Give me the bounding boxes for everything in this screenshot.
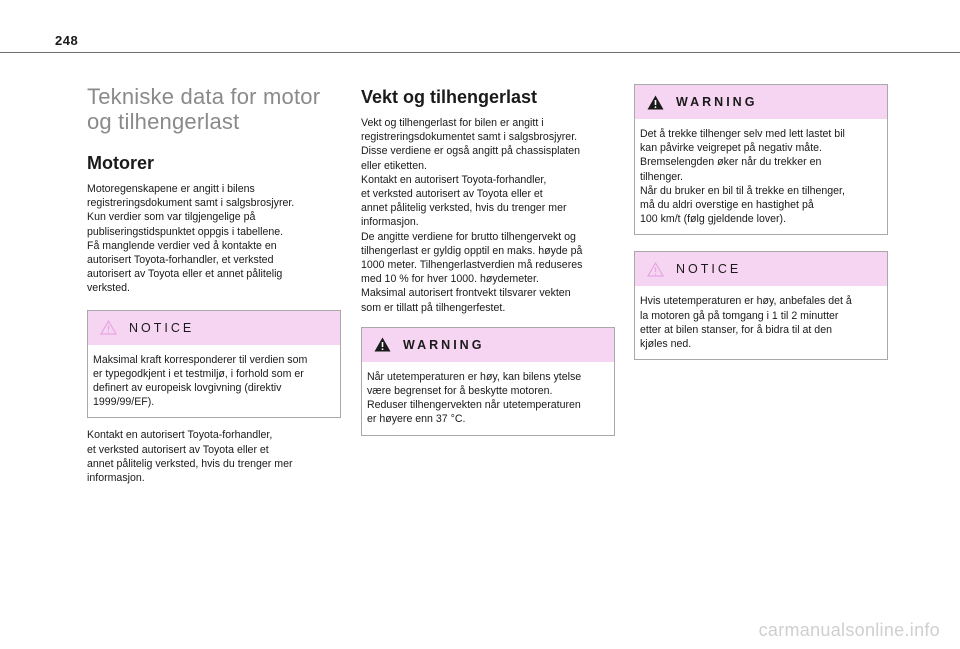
notice-label: NOTICE bbox=[129, 320, 195, 335]
page-title-line-1: Tekniske data for motor bbox=[87, 84, 321, 109]
vekt-paragraph: Vekt og tilhengerlast for bilen er angitt i registreringsdokumentet samt i salgsbrosjyrer. Disse verdiene er også angitt på chassisplaten eller etiketten. Kontakt en autorisert Toyota-forhandler, et verksted autorisert av Toyota eller et annet pålitelig verksted, hvis du trenger mer informasjon. De angitte verdiene for brutto tilhengervekt og tilhengerlast er gyldig opptil en maks. høyde på 1000 meter. Tilhengerlastverdien må reduseres med 10 % for hver 1000. høydemeter. Maksimal autorisert frontvekt tilsvarer vekten som er tillatt på tilhengerfestet. bbox=[361, 117, 583, 314]
motorer-paragraph: Motoregenskapene er angitt i bilens registreringsdokument samt i salgsbrosjyrer. Kun verdier som var tilgjengelige på publiseringstidspunktet oppgis i tabellene. Få manglende verdier ved å kontakte en autorisert Toyota-forhandler, et verksted autorisert av Toyota eller et annet pålitelig verksted. bbox=[87, 183, 295, 295]
notice-callout-idle bbox=[634, 251, 888, 360]
column-3 bbox=[634, 84, 888, 370]
notice-label: NOTICE bbox=[676, 262, 742, 277]
page-number: 248 bbox=[55, 33, 79, 48]
section-heading-vekt: Vekt og tilhengerlast bbox=[361, 87, 538, 107]
warning-header bbox=[635, 85, 887, 119]
section-heading-motorer: Motorer bbox=[87, 153, 154, 173]
warning-callout-temperature bbox=[361, 327, 615, 436]
page-title-line-2: og tilhengerlast bbox=[87, 109, 240, 134]
column-1 bbox=[87, 84, 341, 485]
top-divider bbox=[0, 52, 960, 53]
warning-callout-towing bbox=[634, 84, 888, 235]
warning-label: WARNING bbox=[676, 95, 758, 109]
warning-header bbox=[362, 328, 614, 362]
warning-body: Når utetemperaturen er høy, kan bilens ytelse være begrenset for å beskytte motoren. Reduser tilhengervekten når utetemperaturen er høyere enn 37 °C. bbox=[367, 370, 582, 426]
warning-triangle-icon bbox=[647, 95, 664, 110]
notice-header bbox=[635, 252, 887, 286]
contact-paragraph: Kontakt en autorisert Toyota-forhandler, et verksted autorisert av Toyota eller et annet pålitelig verksted, hvis du trenger mer informasjon. bbox=[87, 429, 293, 485]
notice-body: Hvis utetemperaturen er høy, anbefales det å la motoren gå på tomgang i 1 til 2 minutter etter at bilen stanser, for å bidra til at den kjøles ned. bbox=[640, 295, 852, 351]
page-title bbox=[87, 84, 341, 134]
watermark-link[interactable]: carmanualsonline.info bbox=[758, 620, 940, 640]
warning-triangle-icon bbox=[374, 337, 391, 352]
column-2 bbox=[361, 84, 615, 446]
notice-callout-max-power bbox=[87, 310, 341, 419]
notice-triangle-icon bbox=[647, 262, 664, 277]
warning-label: WARNING bbox=[403, 337, 485, 352]
notice-header bbox=[88, 311, 340, 345]
notice-body: Maksimal kraft korresponderer til verdien som er typegodkjent i et testmiljø, i forhold som er definert av europeisk lovgivning (direktiv 1999/99/EF). bbox=[93, 353, 308, 409]
warning-body: Det å trekke tilhenger selv med lett lastet bil kan påvirke veigrepet på negativ måte. Bremselengden øker når du trekker en tilhenger. Når du bruker en bil til å trekke en tilhenger, må du aldri overstige en hastighet på 100 km/t (følg gjeldende lover). bbox=[640, 128, 845, 226]
notice-triangle-icon bbox=[100, 320, 117, 335]
